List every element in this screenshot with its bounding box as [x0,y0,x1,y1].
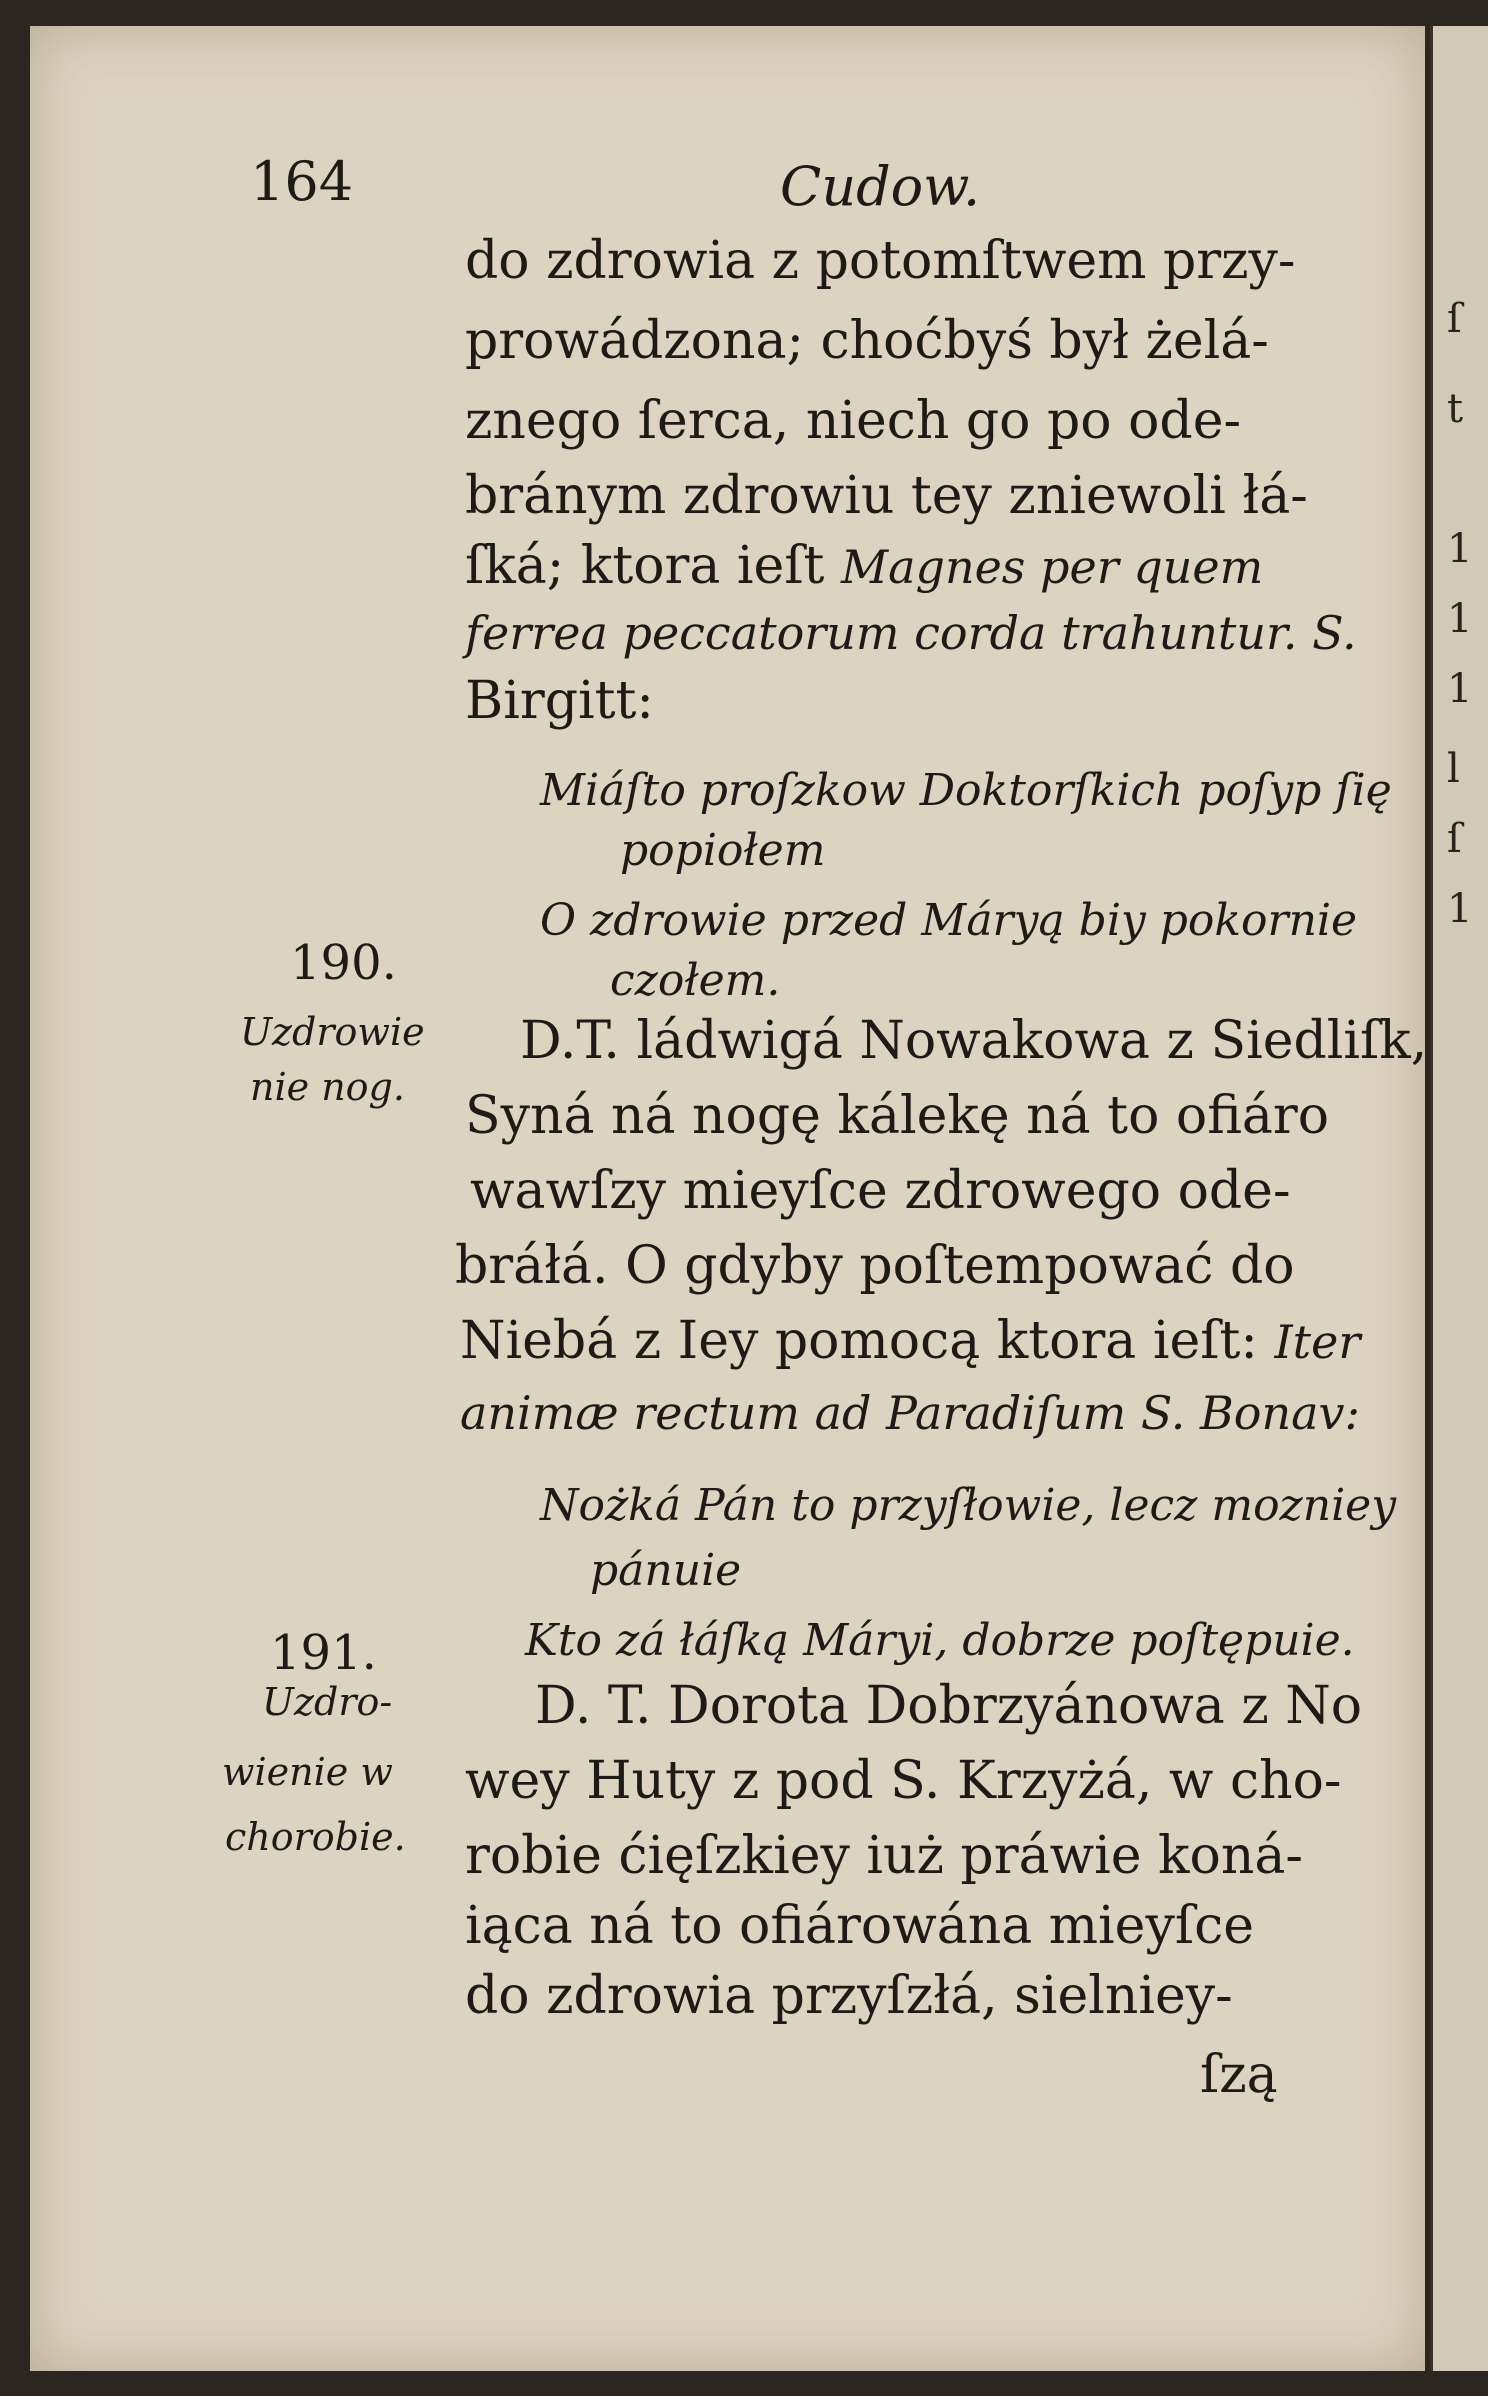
body-text: ſká; ktora ieſt [465,536,841,596]
latin-quote: Iter [1274,1315,1361,1369]
verse-line: pánuie [590,1545,742,1596]
edge-letter: t [1447,386,1464,432]
edge-letter: 1 [1447,666,1473,712]
edge-letter: 1 [1447,526,1473,572]
body-line: wey Huty z pod S. Krzyżá, w cho- [465,1751,1342,1811]
verse-line: O zdrowie przed Máryą biy pokornie [540,895,1358,946]
margin-note: Uzdro- [262,1680,393,1724]
body-line: Syná ná nogę kálekę ná to ofiáro [465,1086,1330,1146]
margin-note: nie nog. [250,1065,405,1109]
verse-line: czołem. [610,955,781,1006]
verse-line: popiołem [620,825,826,876]
catchword: ſzą [1200,2045,1278,2105]
margin-note: chorobie. [225,1815,406,1859]
body-line: wawſzy mieyſce zdrowego ode- [470,1161,1291,1221]
body-line: robie ćięſzkiey iuż práwie koná- [465,1826,1303,1886]
body-line: znego ſerca, niech go po ode- [465,391,1242,451]
adjacent-page-edge [1430,26,1488,2371]
edge-letter: ſ [1447,816,1462,862]
body-text: Niebá z Iey pomocą ktora ieſt: [460,1311,1275,1371]
edge-letter: 1 [1447,596,1473,642]
body-line: ferrea peccatorum corda trahuntur. S. [465,606,1357,660]
page-number: 164 [250,150,354,213]
body-line: iąca ná to ofiárowána mieyſce [465,1896,1254,1956]
body-line: bránym zdrowiu tey zniewoli łá- [465,466,1308,526]
latin-quote: Magnes per quem [840,540,1264,594]
entry-number: 190. [290,935,397,991]
body-line: bráłá. O gdyby poſtempować do [455,1236,1295,1296]
body-line: do zdrowia przyſzłá, sielniey- [465,1966,1233,2026]
verse-line: Kto zá łáſką Máryi, dobrze poſtępuie. [525,1615,1355,1666]
body-line: prowádzona; choćbyś był żelá- [465,311,1269,371]
margin-note: Uzdrowie [240,1010,425,1054]
verse-line: Nożká Pán to przyſłowie, lecz mozniey [540,1480,1397,1531]
edge-letter: l [1447,746,1460,792]
verse-line: Miáſto proſzkow Doktorſkich poſyp ſię [540,765,1392,816]
body-line: D. T. Dorota Dobrzyánowa z No [535,1676,1363,1736]
entry-number: 191. [270,1625,377,1681]
body-line: animæ rectum ad Paradiſum S. Bonav: [460,1386,1360,1440]
body-line [460,1311,1365,1371]
margin-note: wienie w [222,1750,393,1794]
body-line: D.T. ládwigá Nowakowa z Siedliſk, [520,1011,1428,1071]
edge-letter: ſ [1447,296,1462,342]
edge-letter: 1 [1447,886,1473,932]
running-title: Cudow. [780,155,981,218]
body-line [465,536,1370,596]
body-line: do zdrowia z potomſtwem przy- [465,231,1296,291]
body-line: Birgitt: [465,671,654,731]
